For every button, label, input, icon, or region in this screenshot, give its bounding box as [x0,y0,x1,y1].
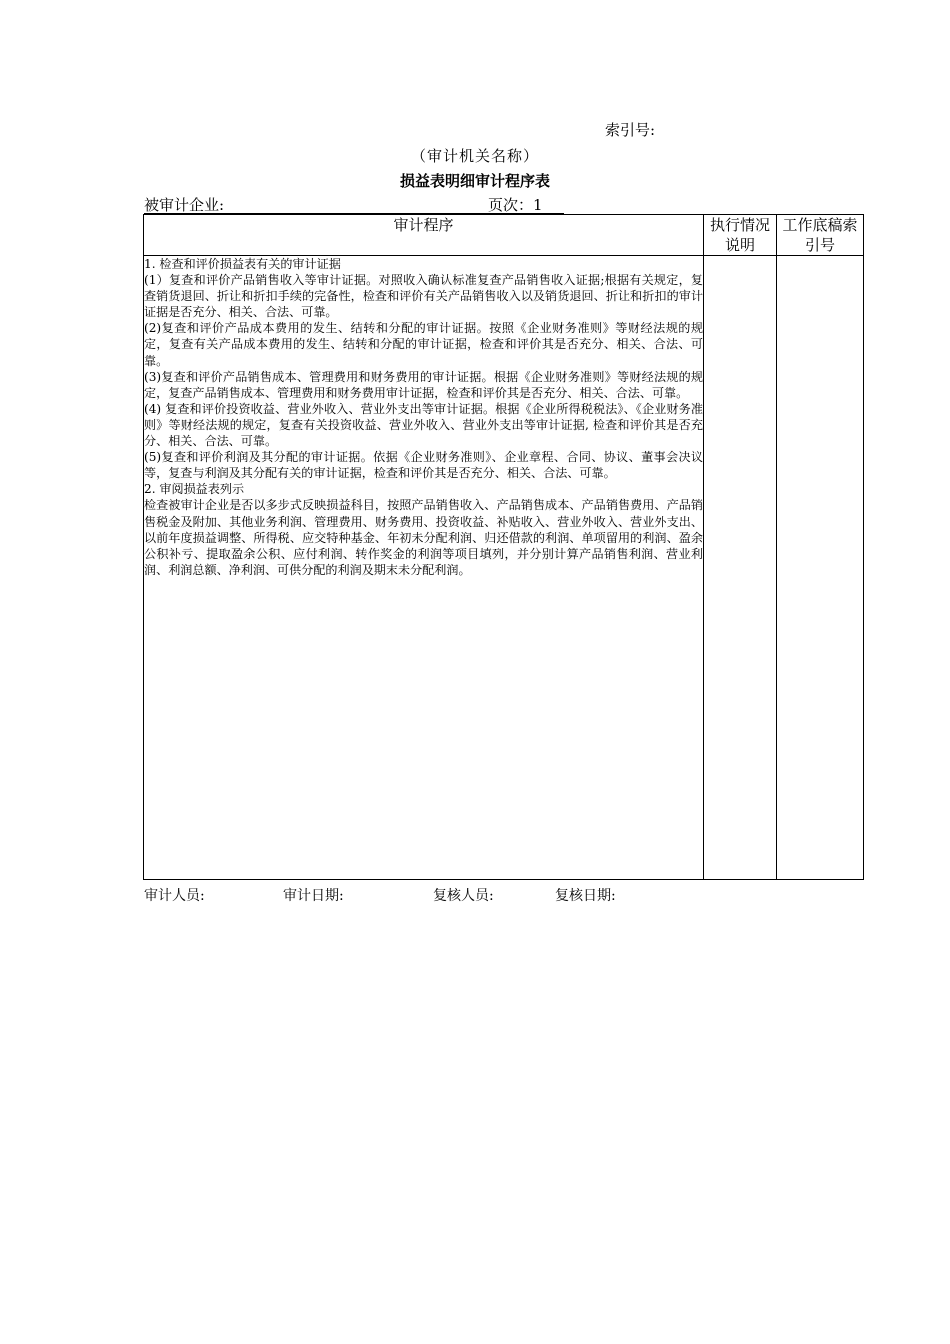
procedure-line: (5)复查和评价利润及其分配的审计证据。依据《企业财务准则》、企业章程、合同、协议、董事会决议等，复查与利润及其分配有关的审计证据，检查和评价其是否充分、相关、合法、可靠。 [144,450,703,481]
audit-date-label: 审计日期: [283,888,344,904]
procedure-line: 1. 检查和评价损益表有关的审计证据 [144,257,341,271]
procedure-line: (4) 复查和评价投资收益、营业外收入、营业外支出等审计证据。根据《企业所得税税法》、《企业财务准则》等财经法规的规定，复查有关投资收益、营业外收入、营业外支出等审计证据, 检查和评价其是否充分、相关、合法、可靠。 [144,401,703,449]
procedure-line: (3)复查和评价产品销售成本、管理费用和财务费用的审计证据。根据《企业财务准则》等财经法规的规定，复查产品销售成本、管理费用和财务费用审计证据，检查和评价其是否充分、相关、合法、可靠。 [144,369,703,400]
table-row [144,256,864,880]
auditor-label: 审计人员: [144,888,205,904]
page-number-label: 页次：1 [488,196,543,214]
page-title: 损益表明细审计程序表 [399,172,550,190]
audit-org-name: （审计机关名称） [410,147,539,165]
index-number-label: 索引号: [605,121,656,139]
header-reference: 工作底稿索引号 [777,215,864,256]
procedure-cell[interactable] [144,256,704,880]
reference-cell[interactable] [777,256,864,880]
execution-cell[interactable] [704,256,777,880]
company-label: 被审计企业: [144,196,225,214]
review-date-label: 复核日期: [555,888,616,904]
table-header-row [144,215,864,256]
procedure-line: 检查被审计企业是否以多步式反映损益科目，按照产品销售收入、产品销售成本、产品销售费用、产品销售税金及附加、其他业务利润、管理费用、财务费用、投资收益、补贴收入、营业外收入、营业外支出、以前年度损益调整、所得税、应交特种基金、年初未分配利润、归还借款的利润、单项留用的利润、盈余公积补亏、提取盈余公积、应付利润、转作奖金的利润等项目填列，并分别计算产品销售利润、营业利润、利润总额、净利润、可供分配的利润及期末未分配利润。 [144,498,703,577]
header-procedure: 审计程序 [144,215,704,256]
reviewer-label: 复核人员: [433,888,494,904]
procedure-line: (2)复查和评价产品成本费用的发生、结转和分配的审计证据。按照《企业财务准则》等财经法规的规定，复查有关产品成本费用的发生、结转和分配的审计证据，检查和评价其是否充分、相关、合法、可靠。 [144,321,703,368]
procedure-line: (1）复查和评价产品销售收入等审计证据。对照收入确认标准复查产品销售收入证据;根据有关规定，复查销货退回、折让和折扣手续的完备性，检查和评价有关产品销售收入以及销货退回、折让和折扣的审计证据是否充分、相关、合法、可靠。 [144,273,703,320]
audit-procedure-table [143,214,864,880]
signature-footer [144,885,864,905]
procedure-line: 2. 审阅损益表列示 [144,482,245,497]
header-execution: 执行情况说明 [704,215,777,256]
meta-row [144,194,844,214]
